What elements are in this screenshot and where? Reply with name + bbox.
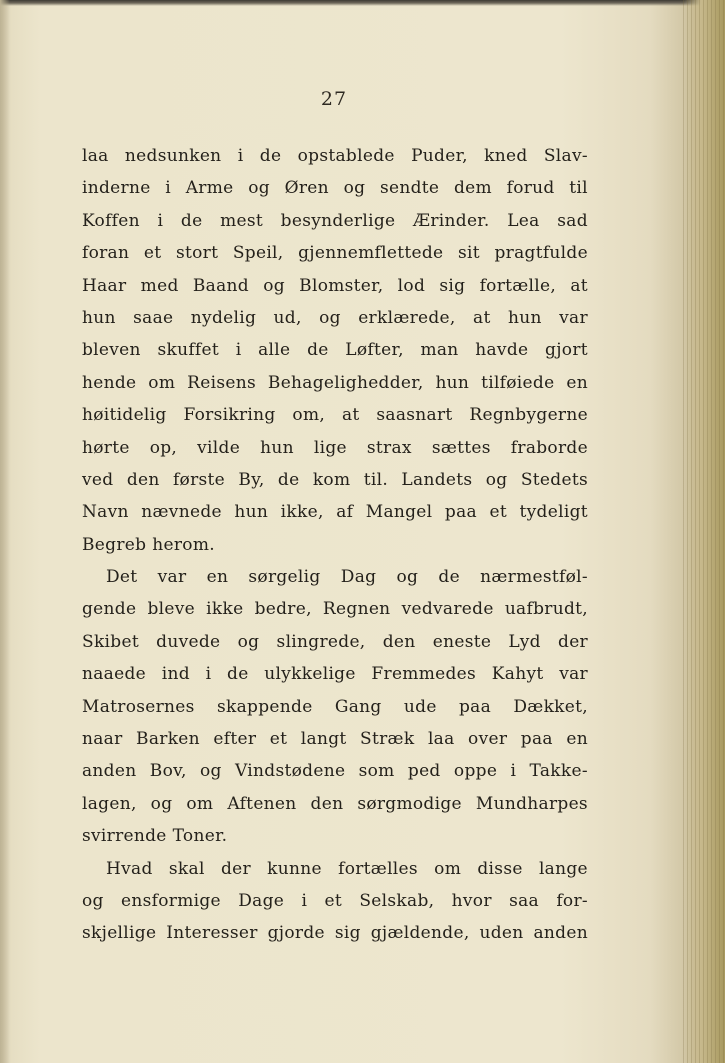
word: stort: [175, 243, 219, 264]
word: forud: [506, 178, 555, 199]
word: og: [343, 178, 366, 199]
word: i: [510, 761, 517, 782]
word: og: [396, 567, 419, 588]
word: om,: [292, 405, 326, 426]
word: der: [558, 631, 588, 652]
text-line: [82, 140, 588, 172]
word: havde: [475, 340, 529, 361]
word: til: [569, 178, 588, 199]
word: Haar: [82, 275, 127, 296]
word: og: [485, 469, 508, 490]
word: alle: [258, 340, 291, 361]
word: som: [358, 761, 395, 782]
word: laa: [427, 729, 455, 750]
word: ind: [161, 664, 190, 685]
word: Hvad: [106, 858, 153, 879]
word: oppe: [453, 761, 498, 782]
word: om: [148, 372, 176, 393]
word: at: [570, 275, 588, 296]
word: Gang: [334, 696, 382, 717]
word: og: [150, 793, 173, 814]
word: paa: [520, 729, 553, 750]
word: eneste: [432, 631, 492, 652]
word: over: [468, 729, 508, 750]
word: inderne: [82, 178, 151, 199]
word: gjældende,: [370, 923, 470, 944]
word: af: [336, 502, 354, 523]
word: Behagelighedder,: [267, 372, 424, 393]
word: dem: [453, 178, 492, 199]
word: Dage: [238, 890, 285, 911]
word: Fremmedes: [371, 664, 477, 685]
word: de: [307, 340, 329, 361]
word: skjellige: [82, 923, 157, 944]
word: var: [559, 307, 588, 328]
text-line: [82, 820, 588, 852]
word: erklærede,: [358, 307, 456, 328]
word: et: [489, 502, 507, 523]
word: Baand: [192, 275, 249, 296]
word: og: [200, 761, 222, 782]
word: lagen,: [82, 793, 137, 814]
word: Løfter,: [345, 340, 404, 361]
text-line: [82, 593, 588, 625]
word: Skibet: [82, 631, 139, 652]
word: langt: [300, 729, 347, 750]
word: duvede: [156, 631, 221, 652]
word: Aftenen: [227, 793, 297, 814]
word: Forsikring: [183, 405, 276, 426]
word: bleve: [147, 599, 196, 620]
word: nærmestføl-: [480, 567, 588, 588]
word: hende: [82, 372, 137, 393]
word: foran: [82, 243, 130, 264]
word: Bov,: [149, 761, 187, 782]
word: strax: [366, 437, 412, 458]
word: i: [235, 340, 242, 361]
word: ikke,: [280, 502, 324, 523]
text-line: [82, 172, 588, 204]
word: i: [165, 178, 172, 199]
word: sad: [557, 210, 588, 231]
text-line: [82, 205, 588, 237]
page-gutter-shadow: [0, 0, 10, 1063]
text-line: [82, 529, 588, 561]
word: i: [157, 210, 164, 231]
word: Stedets: [520, 469, 588, 490]
text-line: [82, 270, 588, 302]
word: gende: [82, 599, 137, 620]
word: nævnede: [141, 502, 222, 523]
word: og: [248, 178, 270, 199]
word: Begreb: [82, 534, 147, 555]
word: fortælle,: [479, 275, 557, 296]
word: sættes: [431, 437, 491, 458]
word: tilføiede: [481, 372, 555, 393]
word: Øren: [284, 178, 329, 199]
word: ikke: [206, 599, 244, 620]
word: ude: [403, 696, 437, 717]
text-line: [82, 917, 588, 949]
word: Navn: [82, 502, 129, 523]
word: ped: [407, 761, 441, 782]
word: Stræk: [360, 729, 415, 750]
text-line: [82, 399, 588, 431]
word: hun: [82, 307, 116, 328]
word: ved: [82, 469, 114, 490]
word: til.: [363, 469, 389, 490]
word: et: [269, 729, 288, 750]
word: hun: [234, 502, 269, 523]
word: hun: [260, 437, 294, 458]
word: ulykkelige: [264, 664, 356, 685]
word: gjort: [545, 340, 588, 361]
word: for-: [556, 890, 588, 911]
text-line: [82, 432, 588, 464]
text-line: [82, 237, 588, 269]
word: en: [566, 372, 588, 393]
word: høitidelig: [82, 405, 167, 426]
word: i: [237, 146, 244, 166]
text-line: [82, 561, 588, 593]
word: Speil,: [232, 243, 284, 264]
word: og: [82, 890, 104, 911]
word: opstablede: [297, 146, 395, 166]
word: bleven: [82, 340, 141, 361]
word: lod: [397, 275, 426, 296]
text-line: [82, 755, 588, 787]
word: paa: [459, 696, 492, 717]
word: hun: [435, 372, 470, 393]
word: tydeligt: [519, 502, 588, 523]
word: sit: [457, 243, 480, 264]
word: naaede: [82, 664, 147, 685]
text-line: [82, 367, 588, 399]
word: lange: [538, 858, 588, 879]
word: hun: [508, 307, 542, 328]
word: By,: [238, 469, 265, 490]
word: var: [559, 664, 588, 685]
word: de: [227, 664, 249, 685]
word: ensformige: [121, 890, 221, 911]
word: anden: [82, 761, 137, 782]
body-text: [82, 140, 588, 950]
word: efter: [213, 729, 257, 750]
word: den: [126, 469, 160, 490]
word: Mundharpes: [475, 793, 588, 814]
word: i: [301, 890, 308, 911]
word: Landets: [401, 469, 473, 490]
word: Puder,: [411, 146, 468, 166]
word: hørte: [82, 437, 130, 458]
word: sig: [334, 923, 361, 944]
word: Toner.: [172, 826, 228, 847]
word: skal: [168, 858, 205, 879]
word: uden: [479, 923, 524, 944]
word: Arme: [185, 178, 234, 199]
text-line: [82, 658, 588, 690]
word: lige: [313, 437, 347, 458]
word: Lyd: [508, 631, 541, 652]
word: skappende: [216, 696, 313, 717]
word: uafbrudt,: [504, 599, 588, 620]
word: Regnen: [322, 599, 391, 620]
word: den: [382, 631, 416, 652]
word: saa: [509, 890, 539, 911]
word: gjorde: [267, 923, 325, 944]
word: laa: [82, 146, 109, 166]
word: vilde: [197, 437, 241, 458]
word: sørgmodige: [357, 793, 462, 814]
word: kned: [484, 146, 528, 166]
word: saae: [133, 307, 174, 328]
word: skuffet: [157, 340, 220, 361]
word: bedre,: [254, 599, 312, 620]
word: gjennemflettede: [298, 243, 444, 264]
word: Slav-: [543, 146, 588, 166]
word: sig: [439, 275, 466, 296]
word: i: [205, 664, 212, 685]
word: anden: [533, 923, 588, 944]
word: saasnart: [376, 405, 453, 426]
word: et: [143, 243, 162, 264]
word: pragtfulde: [494, 243, 588, 264]
text-line: [82, 723, 588, 755]
word: disse: [477, 858, 523, 879]
word: Reisens: [187, 372, 257, 393]
word: Dag: [340, 567, 377, 588]
word: nedsunken: [124, 146, 222, 166]
word: besynderlige: [280, 210, 396, 231]
text-line: [82, 496, 588, 528]
text-line: [82, 302, 588, 334]
book-fore-edge: [683, 0, 725, 1063]
word: op,: [149, 437, 178, 458]
word: Det: [106, 567, 138, 588]
text-line: [82, 626, 588, 658]
word: paa: [444, 502, 477, 523]
word: og: [263, 275, 285, 296]
word: med: [140, 275, 179, 296]
word: Dækket,: [513, 696, 588, 717]
word: Mangel: [365, 502, 433, 523]
word: hvor: [451, 890, 492, 911]
word: Lea: [507, 210, 540, 231]
text-line: [82, 334, 588, 366]
page-top-edge: [0, 0, 725, 6]
word: vedvarede: [401, 599, 494, 620]
word: nydelig: [190, 307, 257, 328]
page-number: 27: [320, 88, 348, 110]
text-line: [82, 853, 588, 885]
word: en: [206, 567, 229, 588]
word: kom: [312, 469, 351, 490]
word: man: [420, 340, 459, 361]
word: de: [259, 146, 282, 166]
word: at: [473, 307, 491, 328]
text-line: [82, 788, 588, 820]
word: sendte: [379, 178, 440, 199]
word: et: [324, 890, 343, 911]
word: de: [438, 567, 460, 588]
word: mest: [220, 210, 264, 231]
word: de: [180, 210, 203, 231]
word: at: [341, 405, 360, 426]
word: Takke-: [529, 761, 588, 782]
word: fraborde: [510, 437, 588, 458]
word: fortælles: [338, 858, 418, 879]
text-line: [82, 885, 588, 917]
word: og: [319, 307, 341, 328]
word: sørgelig: [248, 567, 321, 588]
word: om: [434, 858, 462, 879]
word: første: [172, 469, 226, 490]
word: de: [277, 469, 300, 490]
word: Regnbygerne: [469, 405, 588, 426]
word: der: [220, 858, 251, 879]
word: den: [310, 793, 344, 814]
word: Vindstødene: [235, 761, 346, 782]
word: ud,: [273, 307, 302, 328]
word: en: [566, 729, 588, 750]
word: Blomster,: [299, 275, 384, 296]
word: slingrede,: [276, 631, 366, 652]
word: og: [237, 631, 260, 652]
text-line: [82, 464, 588, 496]
text-line: [82, 691, 588, 723]
word: Ærinder.: [413, 210, 490, 231]
word: kunne: [267, 858, 322, 879]
word: Kahyt: [491, 664, 544, 685]
word: Matrosernes: [82, 696, 195, 717]
word: Koffen: [82, 210, 140, 231]
word: Selskab,: [359, 890, 435, 911]
word: om: [186, 793, 214, 814]
word: naar: [82, 729, 123, 750]
word: Barken: [136, 729, 200, 750]
word: var: [157, 567, 187, 588]
word: herom.: [152, 534, 215, 555]
word: svirrende: [82, 826, 167, 847]
word: Interesser: [166, 923, 258, 944]
